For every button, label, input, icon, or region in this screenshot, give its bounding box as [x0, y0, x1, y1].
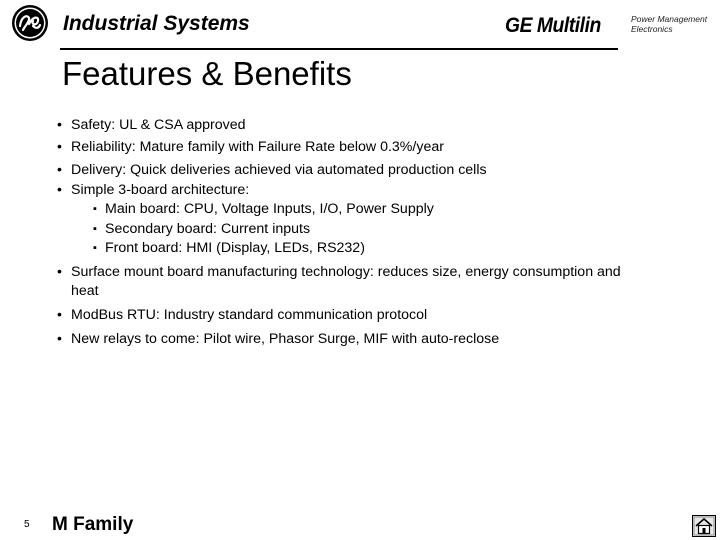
slide-title: Features & Benefits [62, 55, 352, 92]
bullet-item [57, 181, 250, 199]
sub-bullet-text: Main board: CPU, Voltage Inputs, I/O, Power Supply [105, 201, 434, 217]
bullet-text: Safety: UL & CSA approved [71, 117, 246, 133]
bullet-item [57, 116, 246, 134]
bullet-dot-icon: • [57, 139, 62, 155]
bullet-text: Reliability: Mature family with Failure Rate below 0.3%/year [71, 139, 444, 155]
sub-bullet-text: Front board: HMI (Display, LEDs, RS232) [105, 240, 365, 256]
bullet-dot-icon: • [57, 182, 62, 198]
square-bullet-icon: ▪ [93, 203, 97, 215]
bullet-continuation [71, 282, 99, 300]
bullet-text: heat [71, 283, 99, 299]
bullet-dot-icon: • [57, 162, 62, 178]
square-bullet-icon: ▪ [93, 242, 97, 254]
footer-title: M Family [52, 514, 134, 535]
page-number: 5 [24, 519, 30, 530]
brand-subtitle [631, 14, 707, 34]
bullet-text: Surface mount board manufacturing technology: reduces size, energy consumption and [71, 264, 621, 280]
bullet-dot-icon: • [57, 331, 62, 347]
division-name: Industrial Systems [63, 12, 250, 35]
bullet-text: Delivery: Quick deliveries achieved via automated production cells [71, 162, 487, 178]
brand-subtitle-line: Electronics [631, 24, 673, 34]
sub-bullet-text: Secondary board: Current inputs [105, 221, 311, 237]
header-divider [60, 48, 618, 50]
sub-bullet-item [93, 220, 311, 238]
bullet-item [57, 263, 621, 281]
bullet-item [57, 306, 428, 324]
bullet-item [57, 330, 500, 348]
bullet-text: New relays to come: Pilot wire, Phasor Surge, MIF with auto-reclose [71, 331, 500, 347]
bullet-item [57, 138, 444, 156]
bullet-dot-icon: • [57, 264, 62, 280]
home-icon[interactable] [692, 515, 716, 537]
bullet-item [57, 161, 487, 179]
bullet-dot-icon: • [57, 307, 62, 323]
bullet-dot-icon: • [57, 117, 62, 133]
sub-bullet-item [93, 239, 365, 257]
sub-bullet-item [93, 200, 434, 218]
bullet-text: Simple 3-board architecture: [71, 182, 250, 198]
square-bullet-icon: ▪ [93, 223, 97, 235]
brand-subtitle-line: Power Management [631, 14, 708, 24]
ge-logo-icon [11, 4, 49, 42]
brand-name: GE Multilin [505, 14, 601, 37]
bullet-text: ModBus RTU: Industry standard communication protocol [71, 307, 428, 323]
